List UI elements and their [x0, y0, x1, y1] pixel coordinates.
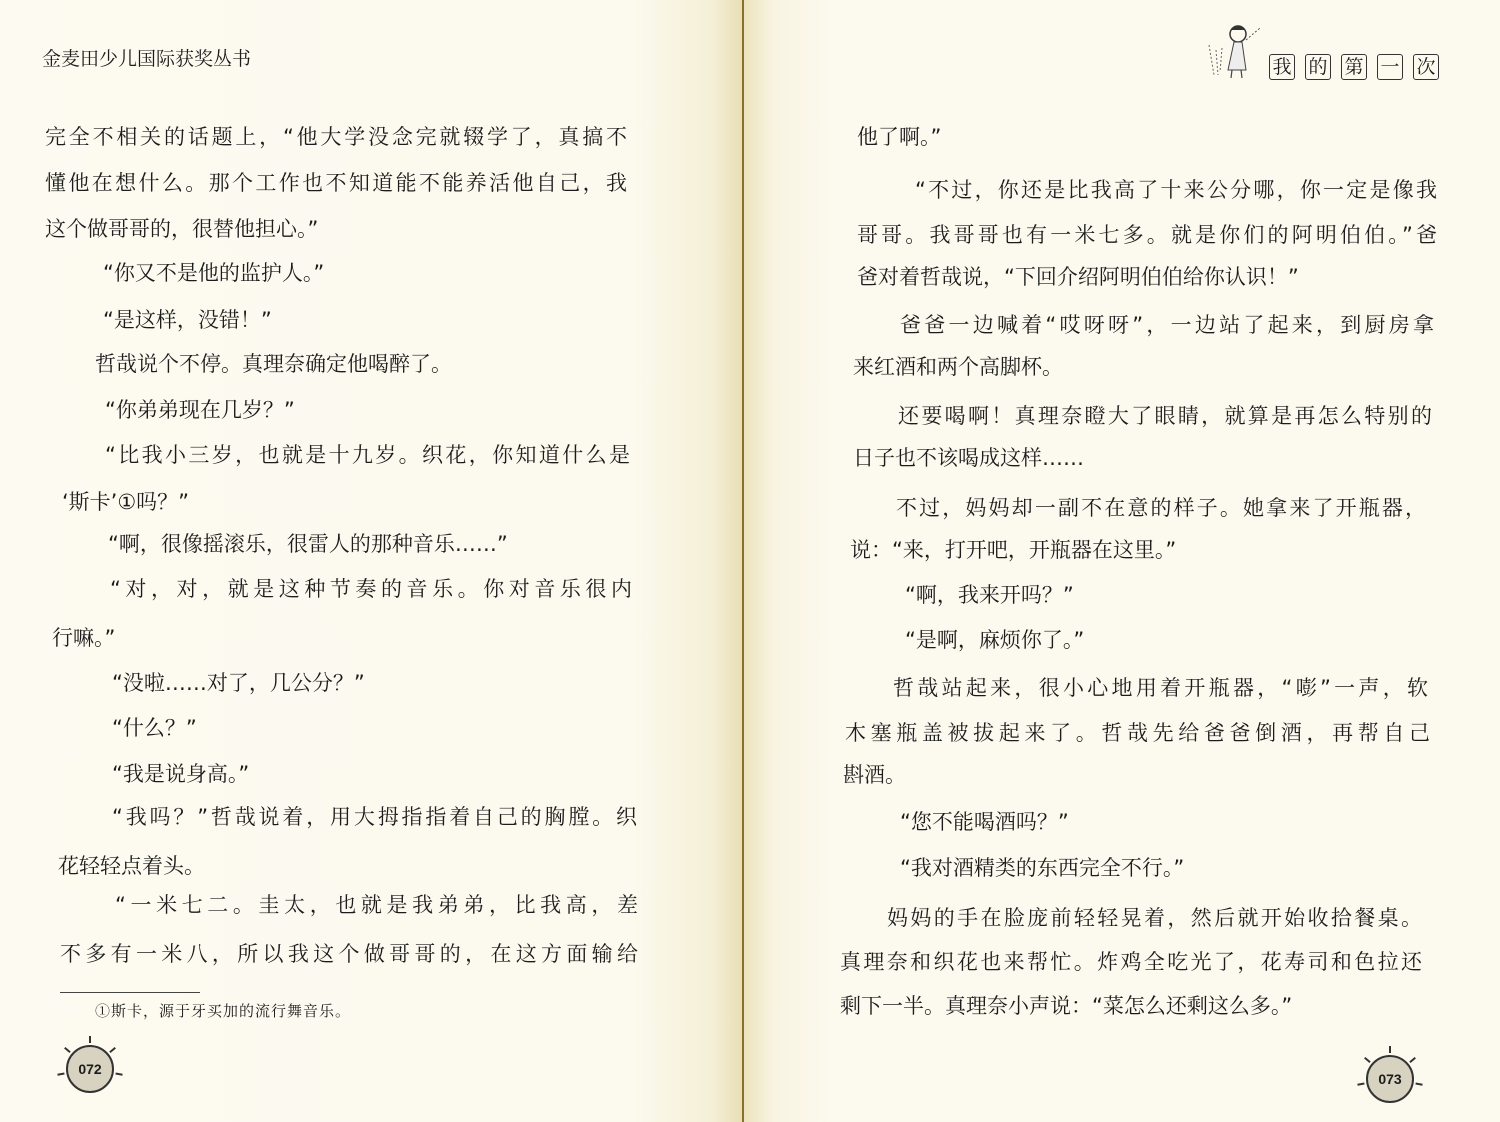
text-line: “我是说身高。” [112, 762, 250, 786]
text-line: 日子也不该喝成这样…… [853, 446, 1084, 470]
text-line: “啊，我来开吗？” [905, 583, 1074, 607]
text-line: 不过，妈妈却一副不在意的样子。她拿来了开瓶器， [896, 496, 1426, 520]
text-line: “比我小三岁，也就是十九岁。织花，你知道什么是 [105, 443, 630, 467]
page-number: 072 [78, 1061, 102, 1077]
text-line: 这个做哥哥的，很替他担心。” [45, 217, 319, 241]
sun-ray-icon [1415, 1083, 1422, 1086]
text-line: 真理奈和织花也来帮忙。炸鸡全吃光了，花寿司和色拉还 [840, 950, 1422, 974]
text-line: “一米七二。圭太，也就是我弟弟，比我高，差 [115, 893, 638, 917]
text-line: “啊，很像摇滚乐，很雷人的那种音乐……” [108, 532, 508, 556]
text-line: “你又不是他的监护人。” [103, 261, 325, 285]
title-char: 的 [1305, 54, 1331, 80]
sun-ray-icon [64, 1047, 71, 1053]
title-char: 我 [1269, 54, 1295, 80]
text-line: 完全不相关的话题上，“他大学没念完就辍学了，真搞不 [45, 125, 627, 149]
text-line: 哲哉站起来，很小心地用着开瓶器，“嘭”一声，软 [893, 676, 1428, 700]
text-line: “不过，你还是比我高了十来公分哪，你一定是像我 [915, 178, 1437, 202]
text-line: “没啦……对了，几公分？” [112, 671, 365, 695]
text-line: 斟酒。 [843, 763, 906, 787]
text-line: “什么？” [112, 716, 197, 740]
text-line: “您不能喝酒吗？” [900, 810, 1069, 834]
text-line: ‘斯卡’①吗？” [62, 490, 190, 514]
text-line: “对，对，就是这种节奏的音乐。你对音乐很内 [110, 577, 632, 601]
text-line: 他了啊。” [857, 125, 942, 149]
page-number-badge [1366, 1055, 1414, 1103]
left-page [0, 0, 743, 1122]
right-page [744, 0, 1500, 1122]
text-line: “是这样，没错！” [103, 308, 272, 332]
page-number-badge [66, 1045, 114, 1093]
sun-ray-icon [89, 1036, 91, 1043]
footnote: ①斯卡，源于牙买加的流行舞音乐。 [95, 1002, 352, 1020]
sun-ray-icon [1409, 1057, 1416, 1063]
text-line: 还要喝啊！真理奈瞪大了眼睛，就算是再怎么特别的 [898, 404, 1432, 428]
text-line: 哲哉说个不停。真理奈确定他喝醉了。 [95, 352, 452, 376]
text-line: 妈妈的手在脸庞前轻轻晃着，然后就开始收拾餐桌。 [887, 906, 1422, 930]
sun-ray-icon [1389, 1046, 1391, 1053]
text-line: “我对酒精类的东西完全不行。” [900, 856, 1185, 880]
series-title-header: 金麦田少儿国际获奖丛书 [42, 48, 252, 70]
text-line: 懂他在想什么。那个工作也不知道能不能养活他自己，我 [45, 171, 627, 195]
text-line: 爸爸一边喊着“哎呀呀”，一边站了起来，到厨房拿 [900, 313, 1434, 337]
text-line: 爸对着哲哉说，“下回介绍阿明伯伯给你认识！” [857, 265, 1299, 289]
text-line: 说：“来，打开吧，开瓶器在这里。” [850, 538, 1177, 562]
text-line: 行嘛。” [52, 626, 116, 650]
footnote-divider [60, 992, 200, 993]
title-char: 次 [1413, 54, 1439, 80]
sun-ray-icon [1357, 1083, 1364, 1086]
text-line: 花轻轻点着头。 [58, 854, 205, 878]
sun-ray-icon [57, 1073, 64, 1076]
sun-ray-icon [109, 1047, 116, 1053]
book-title-header [1269, 54, 1449, 80]
text-line: 剩下一半。真理奈小声说：“菜怎么还剩这么多。” [840, 994, 1293, 1018]
text-line: “你弟弟现在几岁？” [105, 398, 295, 422]
page-number: 073 [1378, 1071, 1402, 1087]
text-line: “是啊，麻烦你了。” [905, 628, 1085, 652]
text-line: 木塞瓶盖被拔起来了。哲哉先给爸爸倒酒，再帮自己 [845, 721, 1430, 745]
title-char: 一 [1377, 54, 1403, 80]
text-line: 哥哥。我哥哥也有一米七多。就是你们的阿明伯伯。”爸 [857, 223, 1437, 247]
text-line: “我吗？”哲哉说着，用大拇指指着自己的胸膛。织 [112, 805, 637, 829]
sun-ray-icon [1364, 1057, 1371, 1063]
sun-ray-icon [115, 1073, 122, 1076]
text-line: 不多有一米八，所以我这个做哥哥的，在这方面输给 [60, 942, 638, 966]
girl-illustration-icon [1204, 20, 1264, 82]
text-line: 来红酒和两个高脚杯。 [853, 355, 1063, 379]
title-char: 第 [1341, 54, 1367, 80]
